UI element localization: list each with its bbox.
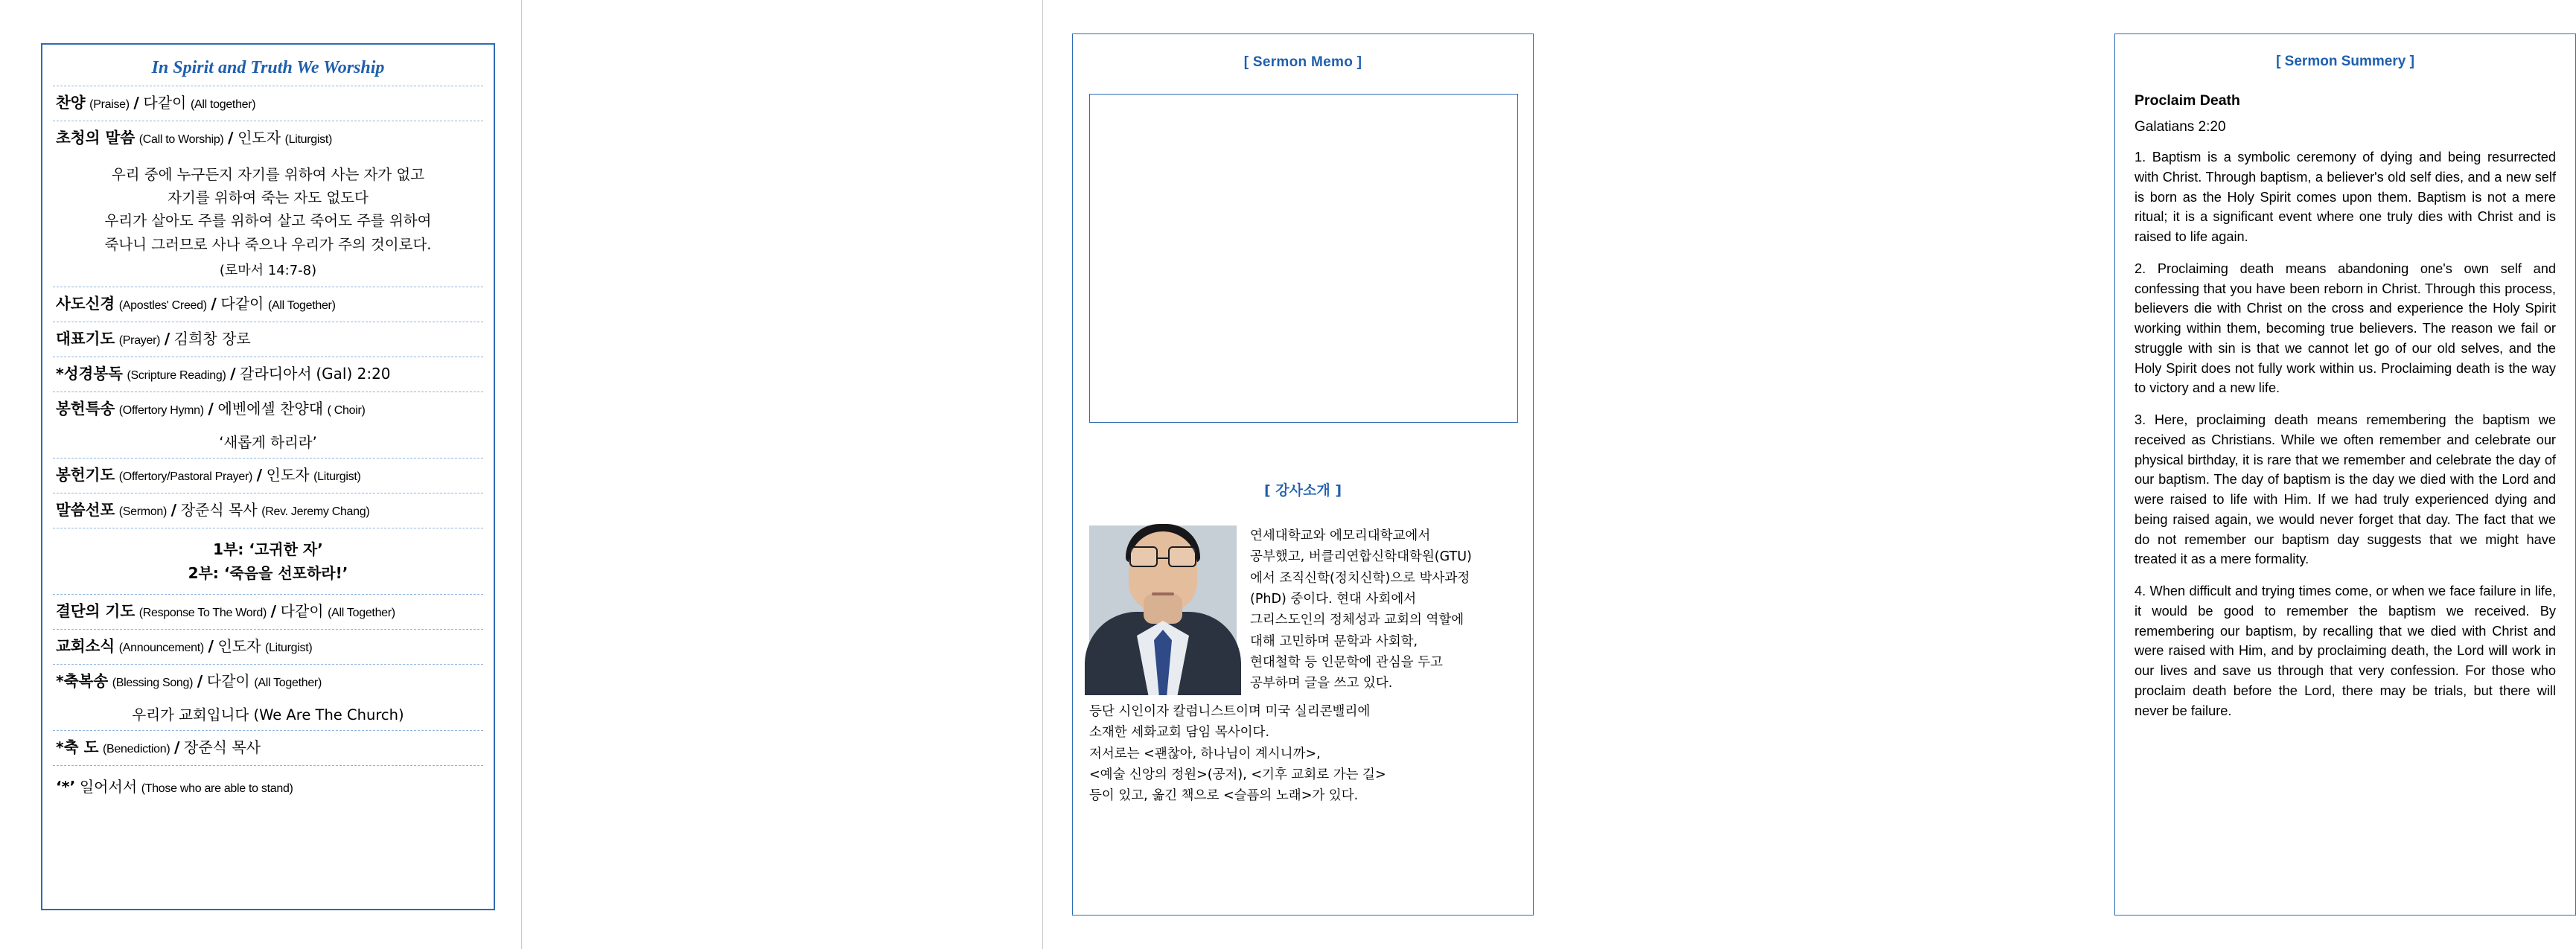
order-of-worship-box bbox=[41, 43, 495, 910]
order-item-benediction bbox=[53, 731, 483, 765]
order-item-separator: / bbox=[230, 364, 236, 383]
order-item-label-en: (Sermon) bbox=[118, 505, 168, 518]
order-item-label-en: (Blessing Song) bbox=[112, 676, 194, 689]
order-item-offertory-prayer bbox=[53, 458, 483, 493]
speaker-bio-line: 그리스도인의 정체성과 교회의 역할에 bbox=[1250, 613, 1464, 628]
order-item-separator: / bbox=[133, 94, 139, 112]
order-item-assignee-en: (Liturgist) bbox=[265, 641, 313, 654]
order-item-offertory-hymn bbox=[53, 392, 483, 426]
order-item-apostles-creed bbox=[53, 287, 483, 322]
order-item-label-en: (Prayer) bbox=[118, 333, 161, 347]
sermon-summary-title: Proclaim Death bbox=[2135, 92, 2240, 109]
order-item-label-en: (Apostles' Creed) bbox=[118, 298, 207, 312]
order-item-separator: / bbox=[208, 636, 214, 655]
order-item-assignee-ko: 장준식 목사 bbox=[180, 500, 258, 519]
order-item-separator: / bbox=[228, 129, 234, 147]
footnote-label-en: (Those who are able to stand) bbox=[141, 782, 293, 795]
order-item-assignee-ko: 인도자 bbox=[237, 129, 281, 147]
verse-reference: (로마서 14:7-8) bbox=[219, 262, 317, 278]
order-item-separator: / bbox=[197, 671, 203, 690]
order-item-label-en: (Praise) bbox=[89, 98, 130, 111]
order-item-call-to-worship bbox=[53, 121, 483, 156]
verse-line: 죽나니 그러므로 사나 죽으나 우리가 주의 것이로다. bbox=[104, 235, 432, 253]
order-item-label-ko: 교회소식 bbox=[56, 636, 115, 655]
sermon-summary-paragraph: 4. When difficult and trying times come, or when we face failure in life, it would be good to remember the baptism we received. By remembering our baptism, by recalling that we died with Christ and were raised with Him, and by proclaiming death, the Lord will work in our lives and save us through that very confession. For those who proclaim death before the Lord, there may be trials, but there will never be failure. bbox=[2135, 584, 2556, 718]
order-item-label-ko: 봉헌특송 bbox=[56, 399, 115, 418]
page-title: In Spirit and Truth We Worship bbox=[151, 58, 385, 77]
panel-sermon-memo bbox=[521, 0, 1472, 949]
order-item-label-en: (Benediction) bbox=[103, 742, 170, 755]
order-item-praise bbox=[53, 86, 483, 121]
order-item-label-ko: *축복송 bbox=[56, 671, 109, 690]
speaker-intro-heading: [ 강사소개 ] bbox=[1263, 482, 1342, 499]
order-item-label-ko: 찬양 bbox=[56, 94, 86, 112]
order-item-label-ko: 초청의 말씀 bbox=[56, 129, 136, 147]
order-item-separator: / bbox=[170, 500, 177, 519]
speaker-bio-line: 등단 시인이자 칼럼니스트이며 미국 실리콘밸리에 bbox=[1089, 704, 1371, 719]
order-item-label-ko: *축 도 bbox=[56, 738, 99, 756]
panel-sermon-summary bbox=[1042, 0, 2556, 949]
speaker-bio-line: 연세대학교와 에모리대학교에서 bbox=[1250, 528, 1431, 543]
sermon-memo-heading: [ Sermon Memo ] bbox=[1243, 54, 1362, 70]
order-item-label-en: (Scripture Reading) bbox=[127, 368, 226, 382]
sermon-summary-heading: [ Sermon Summery ] bbox=[2276, 54, 2414, 69]
order-item-separator: / bbox=[256, 465, 263, 484]
speaker-bio-line: 공부하며 글을 쓰고 있다. bbox=[1250, 676, 1393, 691]
verse-line: 자기를 위하여 죽는 자도 없도다 bbox=[168, 189, 369, 207]
speaker-bio-line: 현대철학 등 인문학에 관심을 두고 bbox=[1250, 655, 1443, 671]
footnote-standing bbox=[53, 770, 483, 805]
speaker-bio-line: 대해 고민하며 문학과 사회학, bbox=[1250, 633, 1418, 649]
order-item-assignee-ko: 에벤에셀 찬양대 bbox=[217, 399, 324, 418]
order-item-label-ko: 말씀선포 bbox=[56, 500, 115, 519]
order-item-assignee-en: (All Together) bbox=[267, 298, 336, 312]
sermon-parts bbox=[53, 528, 483, 594]
order-item-assignee-ko: 장준식 목사 bbox=[184, 738, 261, 756]
panel-order-of-worship bbox=[0, 0, 521, 949]
order-item-label-en: (Offertory Hymn) bbox=[118, 403, 204, 417]
order-item-announcement bbox=[53, 630, 483, 664]
sermon-summary-reference: Galatians 2:20 bbox=[2135, 119, 2226, 135]
order-item-scripture-reading bbox=[53, 357, 483, 392]
order-item-label-ko: 대표기도 bbox=[56, 329, 115, 348]
footnote-mark: ‘*’ bbox=[56, 777, 76, 796]
order-item-separator: / bbox=[270, 601, 277, 620]
order-item-assignee-en: (All Together) bbox=[328, 606, 395, 619]
order-item-label-en: (Call to Worship) bbox=[138, 133, 224, 146]
order-item-assignee-en: (Liturgist) bbox=[313, 470, 361, 483]
order-item-assignee-ko: 다같이 bbox=[220, 294, 264, 313]
speaker-bio-line: 소재한 세화교회 담임 목사이다. bbox=[1089, 725, 1270, 741]
order-item-assignee-ko: 인도자 bbox=[266, 465, 310, 484]
order-item-label-ko: 사도신경 bbox=[56, 294, 115, 313]
sermon-summary-box bbox=[2114, 33, 2576, 916]
sermon-part-1: 1부: ‘고귀한 자’ bbox=[213, 540, 323, 558]
order-item-prayer bbox=[53, 322, 483, 357]
order-item-assignee-en: ( Choir) bbox=[327, 403, 366, 417]
scripture-verse bbox=[53, 156, 483, 287]
sermon-summary-paragraph: 1. Baptism is a symbolic ceremony of dying and being resurrected with Christ. Through baptism, a believer's old self dies, and a new self is born as the Holy Spirit comes upon them. Baptism is not a mere ritual; it is a significant event where one truly dies with Christ and is raised to life again. bbox=[2135, 150, 2556, 244]
order-item-separator: / bbox=[208, 399, 214, 418]
sermon-summary-paragraph: 2. Proclaiming death means abandoning one's own self and confessing that you have been reborn in Christ. Through this process, believers die with Christ on the cross and experience the Holy Spirit working within them, becoming true believers. The reason we fail or struggle with sin is that we cannot let go of our old selves, and the Holy Spirit does not fully work within us. Proclaiming death is the way to victory and a new life. bbox=[2135, 261, 2556, 396]
order-item-response bbox=[53, 595, 483, 629]
order-item-label-en: (Announcement) bbox=[118, 641, 204, 654]
sermon-summary-paragraph: 3. Here, proclaiming death means remembering the baptism we received as Christians. While we often remember and celebrate our physical birthday, it is rare that we remember and celebrate the day of our baptism. The day of baptism is the day we died with the Lord and were raised to life with Him. If we had truly experienced dying and being raised again, we would never forget that day. The fact that we do not remember our baptism day suggests that we might have treated it as a mere formality. bbox=[2135, 412, 2556, 567]
order-item-label-en: (Offertory/Pastoral Prayer) bbox=[118, 470, 252, 483]
speaker-bio-line: <예술 신앙의 정원>(공저), <기후 교회로 가는 길> bbox=[1089, 767, 1386, 783]
verse-line: 우리가 살아도 주를 위하여 살고 죽어도 주를 위하여 bbox=[104, 212, 432, 230]
order-item-assignee-en: (Liturgist) bbox=[284, 133, 333, 146]
order-item-separator: / bbox=[173, 738, 180, 756]
speaker-bio-line: 에서 조직신학(정치신학)으로 박사과정 bbox=[1250, 570, 1470, 586]
hymn-title: ‘새롭게 하리라’ bbox=[219, 433, 317, 451]
order-item-label-ko: *성경봉독 bbox=[56, 364, 123, 383]
order-item-label-en: (Response To The Word) bbox=[138, 606, 267, 619]
order-item-assignee-ko: 인도자 bbox=[217, 636, 261, 655]
speaker-bio-line: 공부했고, 버클리연합신학대학원(GTU) bbox=[1250, 549, 1472, 565]
order-item-assignee-ko: 다같이 bbox=[280, 601, 324, 620]
order-item-label-ko: 봉헌기도 bbox=[56, 465, 115, 484]
order-item-label-ko: 결단의 기도 bbox=[56, 601, 136, 620]
order-item-assignee-ko: 다같이 bbox=[206, 671, 250, 690]
order-item-assignee-ko: 다같이 bbox=[143, 94, 187, 112]
order-item-assignee-en: (Gal) 2:20 bbox=[316, 364, 391, 383]
speaker-bio-line: (PhD) 중이다. 현대 사회에서 bbox=[1250, 592, 1417, 607]
sermon-part-2: 2부: ‘죽음을 선포하라!’ bbox=[188, 563, 348, 582]
order-item-separator: / bbox=[211, 294, 217, 313]
order-item-assignee-ko: 갈라디아서 bbox=[240, 364, 312, 383]
order-item-blessing-song bbox=[53, 665, 483, 699]
order-item-assignee-en: (Rev. Jeremy Chang) bbox=[261, 505, 370, 518]
order-item-separator: / bbox=[164, 329, 170, 348]
verse-line: 우리 중에 누구든지 자기를 위하여 사는 자가 없고 bbox=[111, 166, 425, 183]
order-item-sermon bbox=[53, 493, 483, 528]
speaker-bio-line: 등이 있고, 옮긴 책으로 <슬픔의 노래>가 있다. bbox=[1089, 788, 1359, 804]
order-item-assignee-ko: 김희창 장로 bbox=[173, 329, 251, 348]
footnote-label-ko: 일어서서 bbox=[79, 777, 138, 796]
blessing-song-title: 우리가 교회입니다 (We Are The Church) bbox=[132, 706, 404, 723]
order-item-assignee-en: (All Together) bbox=[254, 676, 322, 689]
speaker-bio-line: 저서로는 <괜찮아, 하나님이 계시니까>, bbox=[1089, 746, 1321, 761]
order-item-assignee-en: (All together) bbox=[190, 98, 256, 111]
